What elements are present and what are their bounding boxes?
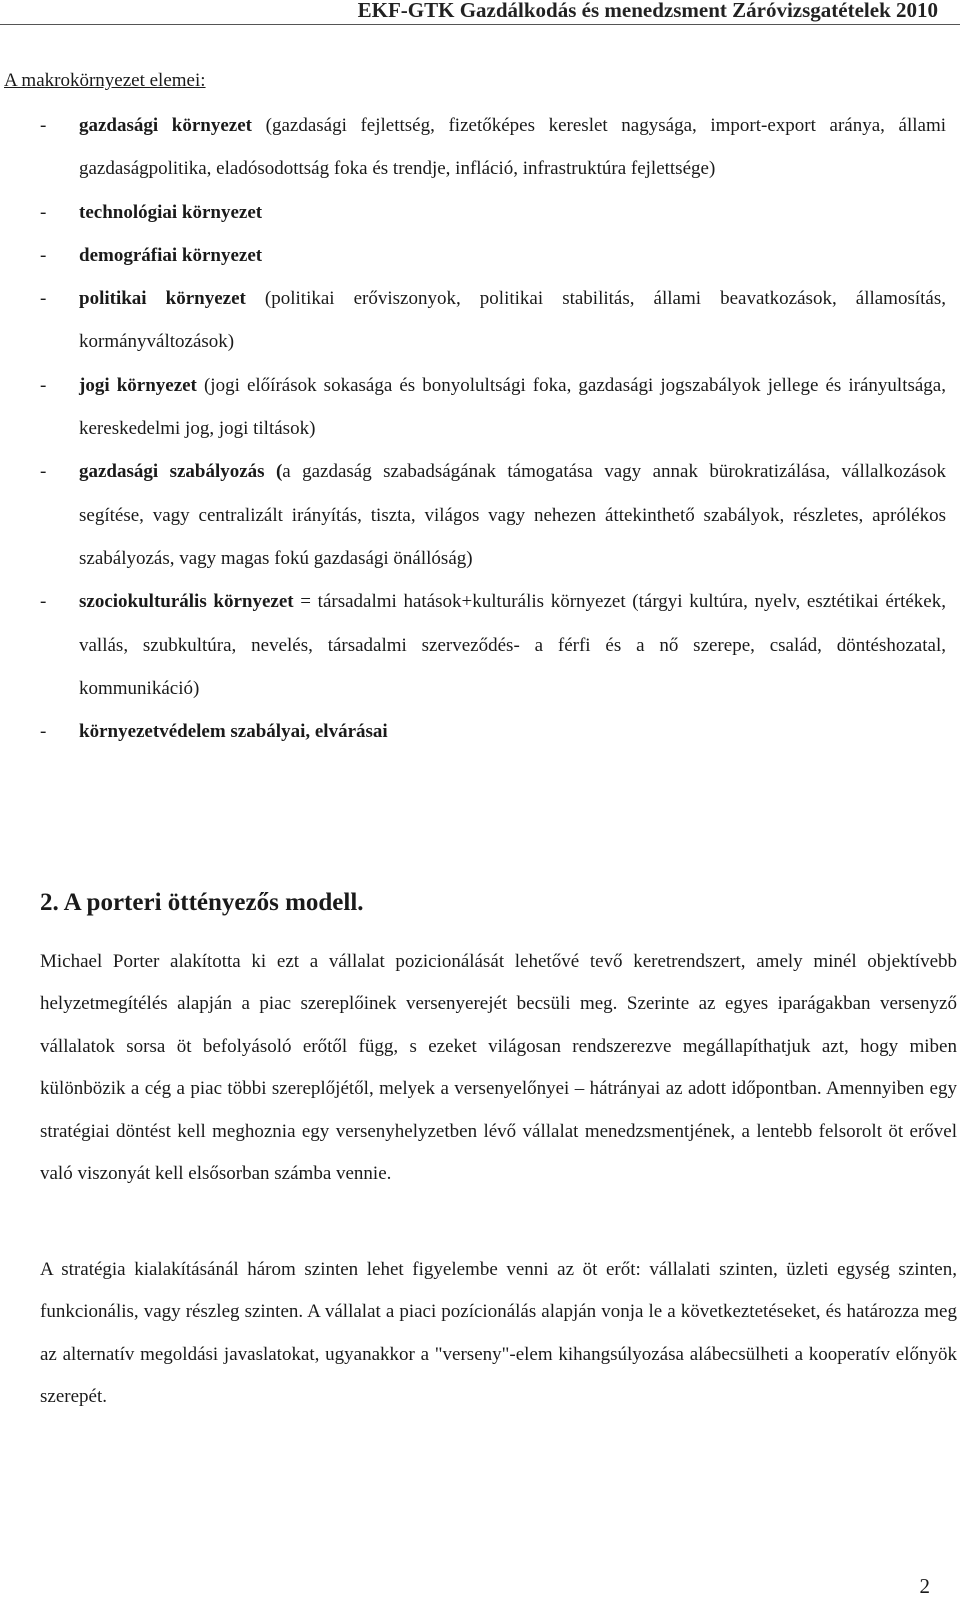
list-item-description: a gazdaság szabadságának támogatása vagy annak bürokratizálása, vállalkozások segítése, vagy centralizált irányítás, tiszta, világos vagy nehezen áttekinthető szabályok, részletes, aprólékos szabályozás, vagy magas fokú gazdasági önállóság) (79, 461, 946, 569)
list-dash: - (40, 721, 47, 743)
list-item (0, 450, 960, 580)
page-header: EKF-GTK Gazdálkodás és menedzsment Záróvizsgatételek 2010 (357, 0, 938, 22)
section-heading: A makrokörnyezet elemei: (4, 70, 206, 91)
list-item-term: technológiai környezet (79, 201, 263, 223)
list-item-term: politikai környezet (79, 288, 246, 310)
list-item (0, 234, 960, 277)
list-item-term: demográfiai környezet (79, 244, 263, 266)
header-rule (0, 24, 960, 25)
list-dash: - (40, 461, 47, 483)
list-item-description: (politikai erőviszonyok, politikai stabilitás, állami beavatkozások, államosítás, kormányváltozások) (79, 288, 946, 353)
list-item (0, 710, 960, 753)
list-item (0, 191, 960, 234)
list-item (0, 364, 960, 451)
list-dash: - (40, 288, 47, 310)
list-item (0, 277, 960, 364)
list-item-term: jogi környezet (79, 374, 197, 396)
porter-paragraph-1: Michael Porter alakította ki ezt a vállalat pozicionálását lehetővé tevő keretrendszert, amely minél objektívebb helyzetmegítélés alapján a piac szereplőinek versenyerejét becsüli meg. Szerinte az egyes iparágakban versenyző vállalatok sorsa öt befolyásoló erőtől függ, s ezeket világosan rendszerezve megállapíthatjuk azt, hogy miben különbözik a cég a piac többi szereplőjétől, melyek a versenyelőnyei – hátrányai az adott időpontban. Amennyiben egy stratégiai döntést kell meghoznia egy versenyhelyzetben lévő vállalat menedzsmentjének, a lentebb felsorolt öt erővel való viszonyát kell elsősorban számba vennie. (40, 951, 957, 1185)
porter-paragraph-2: A stratégia kialakításánál három szinten lehet figyelembe venni az öt erőt: vállalati szinten, üzleti egység szinten, funkcionális, vagy részleg szinten. A vállalat a piaci pozícionálás alapján vonja le a következtetéseket, és határozza meg az alternatív megoldási javaslatokat, ugyanakkor a "verseny"-elem kihangsúlyozása alábecsülheti a kooperatív előnyök szerepét. (40, 1259, 957, 1408)
list-dash: - (40, 201, 47, 223)
list-dash: - (40, 591, 47, 613)
page-number: 2 (919, 1574, 930, 1598)
list-item (0, 104, 960, 191)
list-dash: - (40, 374, 47, 396)
porter-heading: 2. A porteri öttényezős modell. (40, 889, 364, 916)
macro-environment-list (0, 104, 960, 753)
list-item-description: (jogi előírások sokasága és bonyolultsági foka, gazdasági jogszabályok jellege és irányultsága, kereskedelmi jog, jogi tiltások) (79, 374, 946, 440)
list-item (0, 580, 960, 710)
list-dash: - (40, 115, 47, 136)
list-item-term: gazdasági környezet (79, 115, 252, 136)
list-item-term: szociokulturális környezet (79, 591, 294, 613)
list-item-term: gazdasági szabályozás ( (79, 461, 283, 483)
list-item-description: = társadalmi hatások+kulturális környezet (tárgyi kultúra, nyelv, esztétikai értékek, vallás, szubkultúra, nevelés, társadalmi szerveződés- a férfi és a nő szerepe, család, döntéshozatal, kommunikáció) (79, 591, 946, 699)
list-item-term: környezetvédelem szabályai, elvárásai (79, 721, 388, 743)
list-dash: - (40, 244, 47, 266)
list-item-description: (gazdasági fejlettség, fizetőképes kereslet nagysága, import-export aránya, állami gazdaságpolitika, eladósodottság foka és trendje, infláció, infrastruktúra fejlettsége) (79, 115, 946, 180)
